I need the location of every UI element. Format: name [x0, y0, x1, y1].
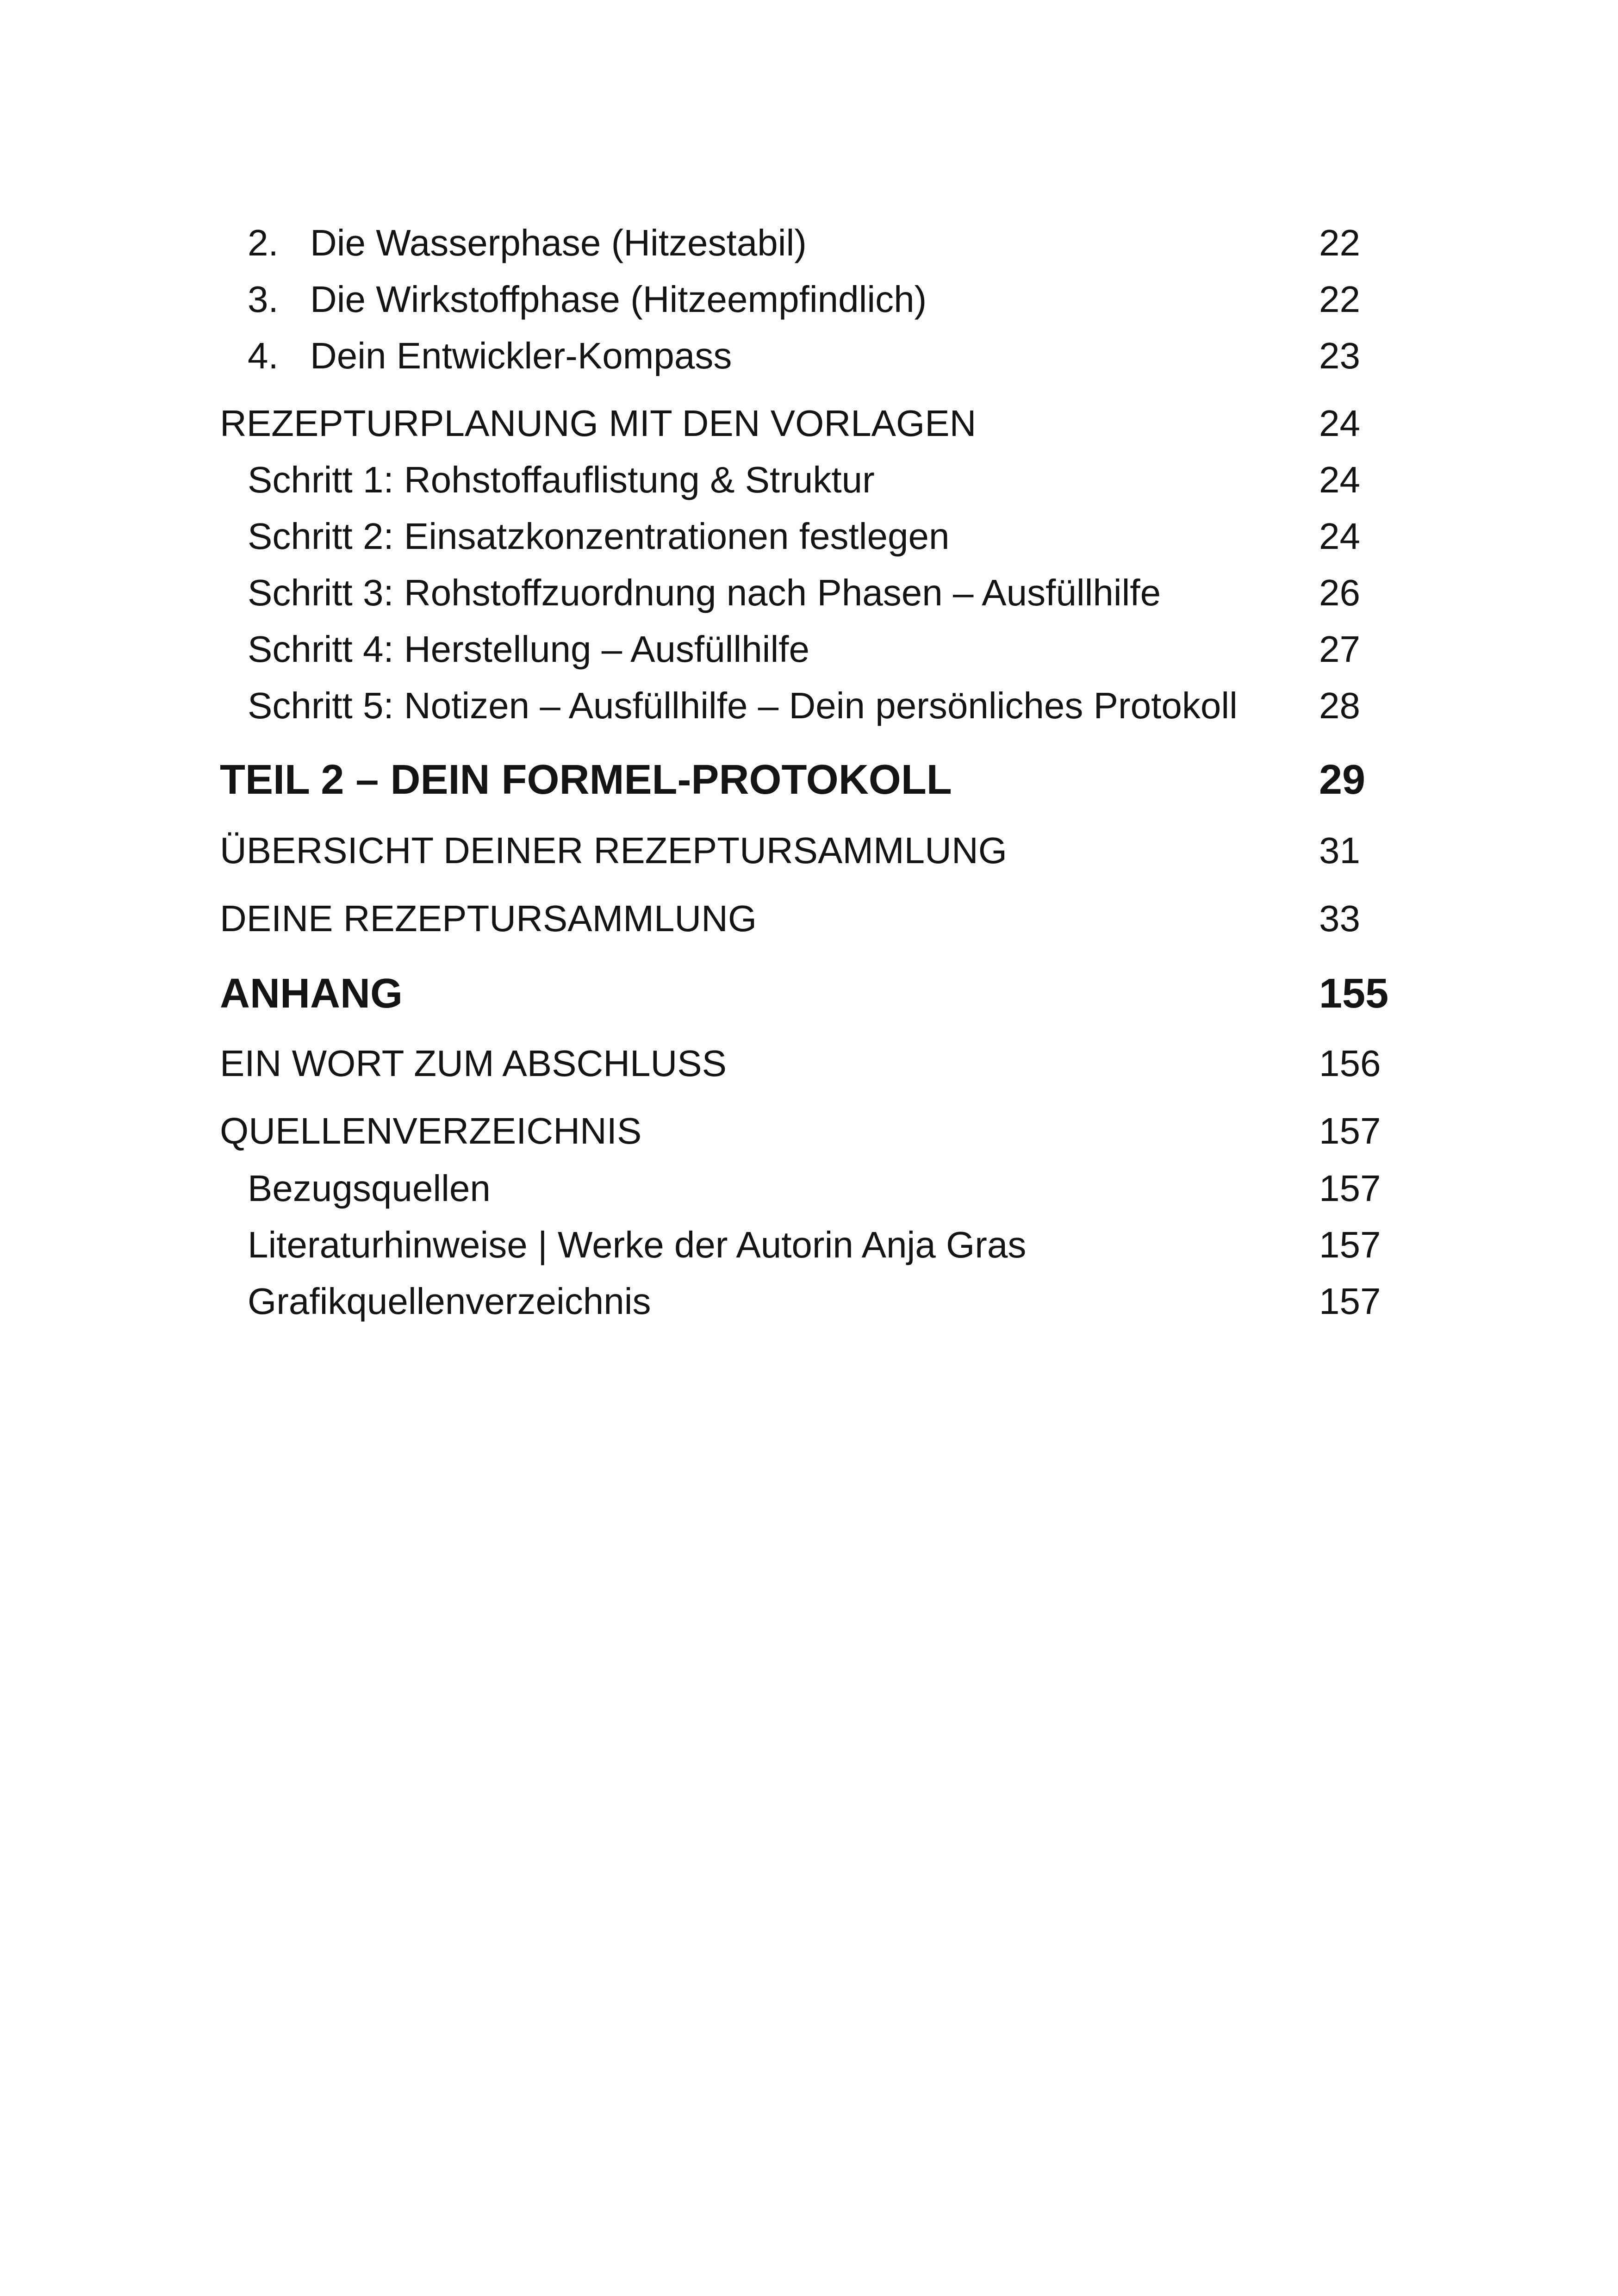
toc-entry-title: Die Wasserphase (Hitzestabil) [310, 222, 807, 263]
toc-entry-page: 157 [1319, 1281, 1381, 1322]
toc-entry-page: 31 [1319, 830, 1360, 871]
toc-entry-page: 22 [1319, 222, 1360, 263]
toc-entry-page: 157 [1319, 1168, 1381, 1209]
toc-entry[interactable] [0, 673, 1618, 724]
toc-entry-title: Literaturhinweise | Werke der Autorin Anja Gras [248, 1224, 1027, 1265]
toc-section-entry[interactable] [0, 1099, 1618, 1150]
toc-entry-number: 3. [248, 279, 279, 320]
toc-entry-title: Schritt 4: Herstellung – Ausfüllhilfe [248, 628, 809, 670]
toc-entry-page: 157 [1319, 1110, 1381, 1151]
toc-entry-title: DEINE REZEPTURSAMMLUNG [220, 898, 757, 939]
toc-entry[interactable] [0, 324, 1618, 374]
toc-entry-title: REZEPTURPLANUNG MIT DEN VORLAGEN [220, 403, 977, 444]
toc-entry-page: 29 [1319, 757, 1366, 803]
toc-entry-title: EIN WORT ZUM ABSCHLUSS [220, 1043, 727, 1084]
toc-entry-title: Bezugsquellen [248, 1168, 491, 1209]
toc-entry-title: QUELLENVERZEICHNIS [220, 1110, 642, 1151]
toc-entry[interactable] [0, 448, 1618, 498]
toc-entry-number: 2. [248, 222, 279, 263]
toc-entry-title: Schritt 3: Rohstoffzuordnung nach Phasen – Ausfüllhilfe [248, 572, 1161, 613]
toc-entry[interactable] [0, 1213, 1618, 1263]
toc-entry-title: ANHANG [220, 971, 403, 1017]
toc-entry[interactable] [0, 504, 1618, 555]
toc-entry-number: 4. [248, 335, 279, 376]
toc-entry-page: 157 [1319, 1224, 1381, 1265]
toc-entry-title: Schritt 2: Einsatzkonzentrationen festlegen [248, 516, 950, 557]
toc-entry[interactable] [0, 1269, 1618, 1320]
toc-entry-page: 24 [1319, 516, 1360, 557]
toc-entry-title: ÜBERSICHT DEINER REZEPTURSAMMLUNG [220, 830, 1007, 871]
toc-section-entry[interactable] [0, 1031, 1618, 1082]
toc-entry-page: 23 [1319, 335, 1360, 376]
toc-entry-page: 156 [1319, 1043, 1381, 1084]
toc-entry-page: 22 [1319, 279, 1360, 320]
toc-entry[interactable] [0, 267, 1618, 318]
toc-part-entry[interactable] [0, 964, 1618, 1017]
toc-entry-title: Schritt 5: Notizen – Ausfüllhilfe – Dein persönliches Protokoll [248, 685, 1238, 726]
toc-entry-page: 33 [1319, 898, 1360, 939]
toc-section-entry[interactable] [0, 886, 1618, 937]
toc-entry-title: Die Wirkstoffphase (Hitzeempfindlich) [310, 279, 927, 320]
toc-entry-title: Schritt 1: Rohstoffauflistung & Struktur [248, 459, 875, 500]
toc-entry-page: 26 [1319, 572, 1360, 613]
toc-entry-page: 24 [1319, 459, 1360, 500]
toc-entry-title: Grafikquellenverzeichnis [248, 1281, 651, 1322]
toc-entry-title: Dein Entwickler-Kompass [310, 335, 732, 376]
toc-entry-title: TEIL 2 – DEIN FORMEL-PROTOKOLL [220, 757, 952, 803]
toc-section-entry[interactable] [0, 391, 1618, 442]
toc-section-entry[interactable] [0, 818, 1618, 869]
toc-part-entry[interactable] [0, 750, 1618, 801]
toc-entry[interactable] [0, 617, 1618, 668]
toc-entry[interactable] [0, 211, 1618, 261]
toc-entry[interactable] [0, 1156, 1618, 1207]
toc-entry-page: 28 [1319, 685, 1360, 726]
toc-entry-page: 24 [1319, 403, 1360, 444]
toc-entry[interactable] [0, 560, 1618, 611]
toc-entry-page: 27 [1319, 628, 1360, 670]
toc-entry-page: 155 [1319, 971, 1389, 1017]
